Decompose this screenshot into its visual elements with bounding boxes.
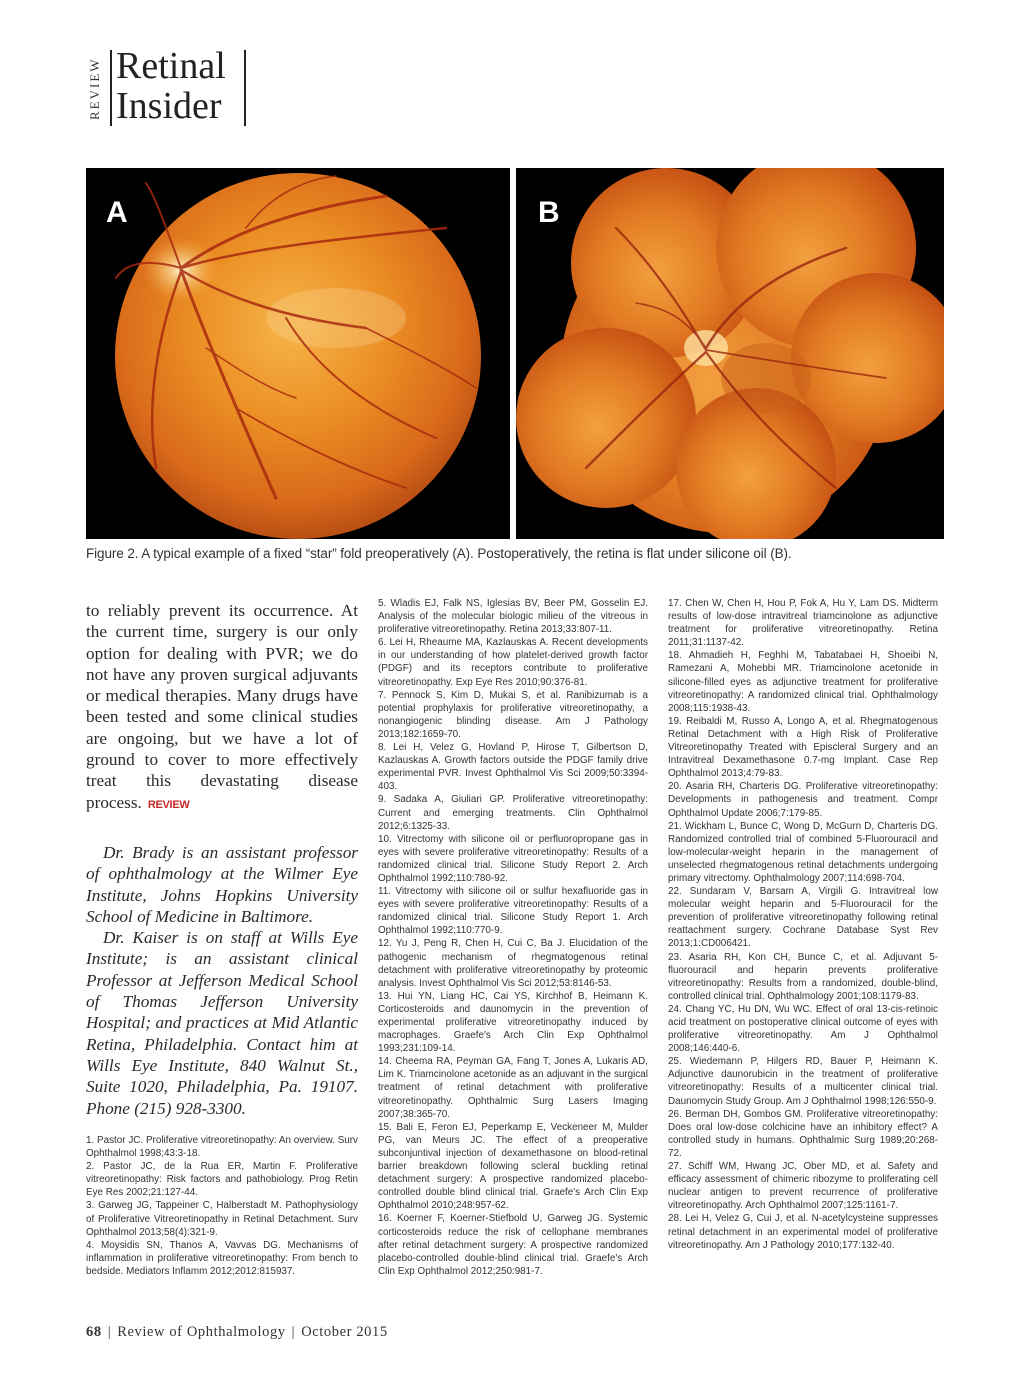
footer-separator: | [107,1324,112,1340]
reference-item: 4. Moysidis SN, Thanos A, Vavvas DG. Mechanisms of inflammation in proliferative vitreoretinopathy: From bench to bedside. Mediators Inflamm 2012;2012:815937. [86,1239,358,1277]
reference-item: 2. Pastor JC, de la Rua ER, Martin F. Proliferative vitreoretinopathy: Risk factors and pathobiology. Prog Retin Eye Res 2002;21:127-44. [86,1161,358,1199]
reference-item: 26. Berman DH, Gombos GM. Proliferative vitreoretinopathy: Does oral low-dose colchicine have an inhibitory effect? A controlled study in humans. Ophthalmic Surg 1989;20:268-72. [668,1108,938,1159]
reference-item: 16. Koerner F, Koerner-Stiefbold U, Garweg JG. Systemic corticosteroids reduce the risk of cellophane membranes after retinal detachment surgery: A prospective randomized placebo-controlled double-blind clinical trial. Graefe's Arch Clin Exp Ophthalmol 2012;250:981-7. [378,1213,648,1277]
panel-label-b: B [538,196,560,229]
masthead-title [116,46,240,126]
masthead-title-line1: Retinal [116,45,226,87]
reference-item: 9. Sadaka A, Giuliari GP. Proliferative vitreoretinopathy: Current and emerging treatments. Clin Ophthalmol 2012;6:1325-33. [378,794,648,832]
figure-caption: Figure 2. A typical example of a fixed “star” fold preoperatively (A). Postoperatively, the retina is flat under silicone oil (B). [86,546,792,561]
reference-item: 1. Pastor JC. Proliferative vitreoretinopathy: An overview. Surv Ophthalmol 1998;43:3-18. [86,1135,358,1160]
reference-item: 17. Chen W, Chen H, Hou P, Fok A, Hu Y, Lam DS. Midterm results of low-dose intravitreal triamcinolone as adjunctive treatment for proliferative vitreoretinopathy. Retina 2011;31:1137-42. [668,598,938,649]
author-bio-kaiser: Dr. Kaiser is on staff at Wills Eye Institute; is an assistant clinical Professor at Jefferson Medical School of Thomas Jefferson University Hospital; and practices at Mid Atlantic Retina, Philadelphia. Contact him at Wills Eye Institute, 840 Walnut St., Suite 1020, Philadelphia, Pa. 19107. Phone (215) 928-3300. [86,928,358,1118]
reference-item: 6. Lei H, Rheaume MA, Kazlauskas A. Recent developments in our understanding of how platelet-derived growth factor (PDGF) and its receptors contribute to proliferative vitreoretinopathy. Exp Eye Res 2010;90:376-81. [378,637,648,688]
reference-list-col2 [378,597,648,1278]
body-paragraph [86,600,358,816]
page-footer [86,1324,388,1341]
masthead-title-line2: Insider [116,85,222,127]
fundus-image-b [516,168,944,539]
fundus-image-a [86,168,510,539]
reference-item: 3. Garweg JG, Tappeiner C, Halberstadt M. Pathophysiology of Proliferative Vitreoretinopathy in Retinal Detachment. Surv Ophthalmol 2013;58(4):321-9. [86,1200,358,1238]
reference-item: 8. Lei H, Velez G, Hovland P, Hirose T, Gilbertson D, Kazlauskas A. Growth factors outside the PDGF family drive experimental PVR. Invest Ophthalmol Vis Sci 2009;50:3394-403. [378,742,648,793]
fundus-photo-b [516,168,944,539]
reference-item: 14. Cheema RA, Peyman GA, Fang T, Jones A, Lukaris AD, Lim K. Triamcinolone acetonide as an adjuvant in the surgical treatment of retinal detachment with proliferative vitreoretinopathy. Ophthalmic Surg Lasers Imaging 2007;38:365-70. [378,1056,648,1120]
reference-item: 10. Vitrectomy with silicone oil or perfluoropropane gas in eyes with severe proliferative vitreoretinopathy: Results of a randomized clinical trial. Silicone Study Report 2. Arch Ophthalmol 1992;110:780-92. [378,833,648,884]
issue-date: October 2015 [301,1324,388,1340]
footer-separator: | [291,1324,296,1340]
reference-item: 23. Asaria RH, Kon CH, Bunce C, et al. Adjuvant 5-fluorouracil and heparin prevents proliferative vitreoretinopathy: Results from a randomized, double-blind, controlled clinical trial. Ophthalmology 2001;108:1179-83. [668,951,938,1002]
reference-item: 25. Wiedemann P, Hilgers RD, Bauer P, Heimann K. Adjunctive daunorubicin in the treatment of proliferative vitreoretinopathy: Results of a multicenter clinical trial. Daunomycin Study Group. Am J Ophthalmol 1998;126:550-9. [668,1056,938,1107]
figure-2 [86,168,944,539]
fundus-photo-a [86,168,510,539]
masthead-review-label: REVIEW [87,57,102,121]
reference-item: 19. Reibaldi M, Russo A, Longo A, et al. Rhegmatogenous Retinal Detachment with a High Risk of Proliferative Vitreoretinopathy Treated with Episcleral Surgery and an Intravitreal Dexamethasone 0.7-mg Implant. Case Rep Ophthalmol 2013;4:79-83. [668,715,938,780]
reference-item: 5. Wladis EJ, Falk NS, Iglesias BV, Beer PM, Gosselin EJ. Analysis of the molecular biologic milieu of the vitreous in proliferative vitreoretinopathy. Retina 2013;33:807-11. [378,598,648,636]
end-of-article-mark: REVIEW [147,798,190,811]
reference-item: 15. Bali E, Feron EJ, Peperkamp E, Veckeneer M, Mulder PG, van Meurs JC. The effect of a preoperative subconjuntival injection of dexamethasone on blood-retinal barrier breakdown following scleral buckling retinal detachment surgery: A prospective randomized placebo-controlled double blind clinical trial. Graefe's Arch Clin Exp Ophthalmol 2010;248:957-62. [378,1121,648,1212]
reference-list-col3 [668,597,938,1252]
reference-item: 21. Wickham L, Bunce C, Wong D, McGurn D, Charteris DG. Randomized controlled trial of combined 5-Fluorouracil and low-molecular-weight heparin in the management of unselected rhegmatogenous retinal detachments undergoing primary vitrectomy. Ophthalmology 2007;114:698-704. [668,820,938,884]
reference-item: 12. Yu J, Peng R, Chen H, Cui C, Ba J. Elucidation of the pathogenic mechanism of rhegmatogenous retinal detachment with proliferative vitreoretinopathy by proteomic analysis. Invest Ophthalmol Vis Sci 2012;53:8146-53. [378,938,648,989]
reference-item: 20. Asaria RH, Charteris DG. Proliferative vitreoretinopathy: Developments in pathogenesis and treatment. Compr Ophthalmol Update 2006;7:179-85. [668,781,938,819]
reference-item: 7. Pennock S, Kim D, Mukai S, et al. Ranibizumab is a potential prophylaxis for proliferative vitreoretinopathy, a nonangiogenic blinding disease. Am J Pathology 2013;182:1659-70. [378,689,648,740]
publication-name: Review of Ophthalmology [117,1324,286,1340]
page-number: 68 [86,1324,102,1340]
panel-label-a: A [106,196,128,229]
masthead-divider-right [244,50,246,126]
reference-item: 22. Sundaram V, Barsam A, Virgili G. Intravitreal low molecular weight heparin and 5-Fluorouracil for the prevention of proliferative vitreoretinopathy following retinal reattachment surgery. Cochrane Database Syst Rev 2013;1:CD006421. [668,886,938,950]
reference-item: 18. Ahmadieh H, Feghhi M, Tabatabaei H, Shoeibi N, Ramezani A, Mohebbi MR. Triamcinolone acetonide in silicone-filled eyes as adjunctive treatment for proliferative vitreoretinopathy: A randomized clinical trial. Ophthalmology 2008;115:1938-43. [668,650,938,714]
body-paragraph-text: to reliably prevent its occurrence. At the current time, surgery is our only option for dealing with PVR; we do not have any proven surgical adjuvants or medical therapies. Many drugs have been tested and some clinical studies are ongoing, but we have a lot of ground to cover to more effectively treat this devastating disease process. [86,601,358,812]
reference-item: 28. Lei H, Velez G, Cui J, et al. N-acetylcysteine suppresses retinal detachment in an experimental model of proliferative vitreoretinopathy. Am J Pathology 2010;177:132-40. [668,1213,938,1251]
reference-list-col1 [86,1134,358,1278]
author-bio-brady: Dr. Brady is an assistant professor of ophthalmology at the Wilmer Eye Institute, Johns Hopkins University School of Medicine in Baltimore. [86,842,358,926]
reference-item: 13. Hui YN, Liang HC, Cai YS, Kirchhof B, Heimann K. Corticosteroids and daunomycin in the prevention of experimental proliferative vitreoretinopathy induced by macrophages. Graefe's Arch Clin Exp Ophthalmol 1993;231:109-14. [378,990,648,1055]
reference-item: 24. Chang YC, Hu DN, Wu WC. Effect of oral 13-cis-retinoic acid treatment on postoperative clinical outcome of eyes with proliferative vitreoretinopathy. Am J Ophthalmol 2008;146:440-6. [668,1003,938,1055]
reference-item: 27. Schiff WM, Hwang JC, Ober MD, et al. Safety and efficacy assessment of chimeric ribozyme to proliferating cell nuclear antigen to prevent recurrence of proliferative vitreoretinopathy. Arch Ophthalmol 2007;125:1161-7. [668,1161,938,1212]
reference-item: 11. Vitrectomy with silicone oil or sulfur hexafluoride gas in eyes with severe proliferative vitreoretinopathy: Results of a randomized clinical trial. Silicone Study Report 1. Arch Ophthalmol 1992;110:770-9. [378,886,648,937]
body-column-left [86,600,358,1119]
masthead-divider-left [110,50,112,126]
